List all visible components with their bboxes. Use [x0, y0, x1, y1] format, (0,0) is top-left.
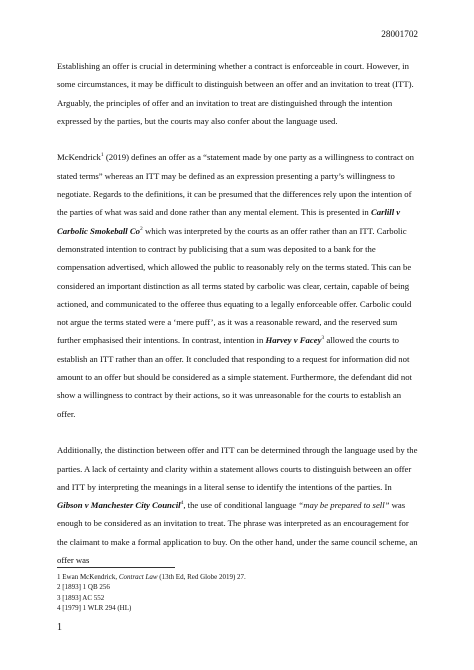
text-span: was enough to be considered as an invitation to treat. The phrase was interpreted as an encouragement for the claimant to make a formal application to buy. On the other hand, under the same council scheme, an offer was: [57, 500, 418, 566]
case-name-carlill: Carlill v Carbolic Smokeball Co: [57, 207, 401, 236]
book-title: Contract Law: [118, 573, 158, 581]
quoted-phrase: “may be prepared to sell”: [298, 500, 390, 511]
text-span: allowed the courts to establish an ITT rather than an offer. It concluded that responding to a request for information did not amount to an offer but should be considered as a simple statement. Furthermore, the defendant did not show a willingness to contract by their actions, so it was unreasonable for the courts to establish an offer.: [57, 335, 412, 419]
paragraph-language: [57, 441, 419, 569]
footnote-ref-4[interactable]: 4: [180, 500, 184, 507]
paragraph-offer-definition: [57, 148, 419, 422]
text-span: McKendrick: [57, 152, 101, 163]
page-number: 1: [57, 622, 62, 633]
footnote-3: 3 [1893] AC 552: [57, 593, 105, 602]
text-span: (13th Ed, Red Globe 2019) 27.: [157, 573, 246, 581]
text-span: Additionally, the distinction between offer and ITT can be determined through the language used by the parties. A lack of certainty and clarity within a statement allows courts to distinguish between an offer and ITT by interpreting the meanings in a literal sense to identify the intentions of the parties. In: [57, 445, 418, 492]
footnote-1: [57, 572, 419, 582]
student-number: 28001702: [381, 29, 418, 39]
footnote-ref-3[interactable]: 3: [321, 335, 325, 342]
footnote-separator: [57, 567, 175, 568]
case-name-gibson: Gibson v Manchester City Council: [57, 500, 181, 511]
footnote-ref-1[interactable]: 1: [100, 152, 104, 159]
footnote-ref-2[interactable]: 2: [140, 225, 143, 232]
footnote-2: 2 [1893] 1 QB 256: [57, 583, 110, 592]
text-span: which was interpreted by the courts as an offer rather than an ITT. Carbolic demonstrated intention to contract by publicising that a sum was deposited to a bank for the compensation advertised, which allowed the public to reasonably rely on the terms stated. This can be considered an important distinction as all terms stated by carbolic was clear, certain, capable of being actioned, and communicated to the offeree thus equating to a legally enforceable offer. Carbolic could not argue the terms stated were a ‘mere puff’, as it was a reasonable reward, and the reserved sum further emphasised their intentions. In contrast, intention in: [57, 225, 412, 346]
footnotes: [57, 572, 419, 614]
text-span: (2019) defines an offer as a “statement made by one party as a willingness to contract on stated terms” whereas an ITT may be defined as an expression presenting a party’s willingness to negotiate. Regards to the definitions, it can be presumed that the differences rely upon the intention of the parties of what was said and done rather than any mental element. This is presented in: [57, 152, 414, 218]
document-body: [57, 57, 419, 588]
case-name-harvey: Harvey v Facey: [265, 335, 322, 346]
text-span: 1 Ewan McKendrick,: [57, 573, 119, 581]
paragraph-intro: Establishing an offer is crucial in determining whether a contract is enforceable in court. However, in some circumstances, it may be difficult to distinguish between an offer and an invitation to treat (ITT). Arguably, the principles of offer and an invitation to treat are distinguished through the intention expressed by the parties, but the courts may also confer about the language used.: [57, 61, 414, 126]
footnote-4: 4 [1979] 1 WLR 294 (HL): [57, 604, 132, 613]
text-span: , the use of conditional language: [183, 500, 299, 511]
